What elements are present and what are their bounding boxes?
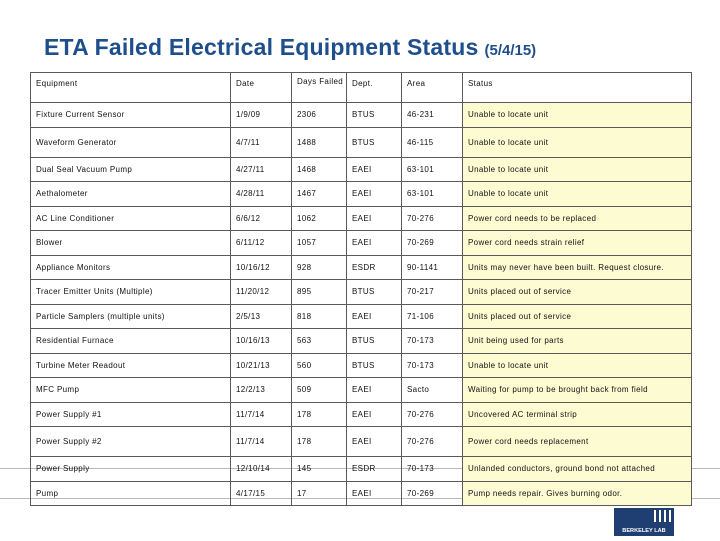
table-row: [31, 329, 692, 354]
cell-area: 70-269: [402, 231, 463, 256]
table-row: [31, 157, 692, 182]
cell-equipment: Power Supply #2: [31, 427, 231, 457]
cell-equipment: Appliance Monitors: [31, 255, 231, 280]
title-date: (5/4/15): [484, 42, 537, 59]
cell-days-failed: 563: [292, 329, 347, 354]
cell-dept: EAEI: [347, 304, 402, 329]
cell-date: 4/28/11: [231, 182, 292, 207]
cell-status: Unable to locate unit: [463, 127, 692, 157]
cell-date: 11/7/14: [231, 427, 292, 457]
cell-days-failed: 895: [292, 280, 347, 305]
slide-title: [44, 34, 536, 61]
cell-area: 70-173: [402, 457, 463, 482]
table-row: [31, 182, 692, 207]
berkeley-lab-logo-icon: [614, 508, 674, 536]
cell-area: 71-106: [402, 304, 463, 329]
cell-dept: BTUS: [347, 329, 402, 354]
cell-days-failed: 178: [292, 402, 347, 427]
cell-dept: EAEI: [347, 427, 402, 457]
cell-date: 2/5/13: [231, 304, 292, 329]
header-equipment: Equipment: [31, 73, 231, 103]
table-row: [31, 457, 692, 482]
cell-days-failed: 1062: [292, 206, 347, 231]
cell-status: Uncovered AC terminal strip: [463, 402, 692, 427]
header-area: Area: [402, 73, 463, 103]
cell-days-failed: 17: [292, 481, 347, 506]
cell-area: 70-173: [402, 353, 463, 378]
cell-equipment: Tracer Emitter Units (Multiple): [31, 280, 231, 305]
cell-area: Sacto: [402, 378, 463, 403]
cell-date: 6/11/12: [231, 231, 292, 256]
cell-days-failed: 560: [292, 353, 347, 378]
table-row: [31, 127, 692, 157]
cell-status: Units placed out of service: [463, 304, 692, 329]
cell-date: 12/2/13: [231, 378, 292, 403]
cell-equipment: Residential Furnace: [31, 329, 231, 354]
cell-dept: EAEI: [347, 157, 402, 182]
cell-date: 10/21/13: [231, 353, 292, 378]
cell-days-failed: 928: [292, 255, 347, 280]
table-row: [31, 378, 692, 403]
cell-date: 4/27/11: [231, 157, 292, 182]
equipment-status-table-wrapper: [30, 72, 691, 506]
cell-area: 63-101: [402, 157, 463, 182]
cell-dept: EAEI: [347, 402, 402, 427]
cell-days-failed: 1488: [292, 127, 347, 157]
header-dept: Dept.: [347, 73, 402, 103]
cell-status: Power cord needs strain relief: [463, 231, 692, 256]
cell-status: Unit being used for parts: [463, 329, 692, 354]
cell-date: 10/16/13: [231, 329, 292, 354]
table-row: [31, 103, 692, 128]
cell-equipment: Particle Samplers (multiple units): [31, 304, 231, 329]
cell-status: Power cord needs to be replaced: [463, 206, 692, 231]
cell-equipment: Blower: [31, 231, 231, 256]
table-row: [31, 206, 692, 231]
cell-days-failed: 178: [292, 427, 347, 457]
header-status: Status: [463, 73, 692, 103]
cell-area: 70-276: [402, 402, 463, 427]
cell-days-failed: 1468: [292, 157, 347, 182]
cell-equipment: Power Supply: [31, 457, 231, 482]
cell-equipment: AC Line Conditioner: [31, 206, 231, 231]
equipment-status-table: [30, 72, 692, 506]
table-row: [31, 280, 692, 305]
cell-equipment: Dual Seal Vacuum Pump: [31, 157, 231, 182]
cell-area: 70-276: [402, 427, 463, 457]
cell-date: 4/17/15: [231, 481, 292, 506]
table-row: [31, 481, 692, 506]
cell-status: Unlanded conductors, ground bond not attached: [463, 457, 692, 482]
cell-date: 12/10/14: [231, 457, 292, 482]
cell-status: Unable to locate unit: [463, 353, 692, 378]
cell-area: 70-276: [402, 206, 463, 231]
cell-status: Power cord needs replacement: [463, 427, 692, 457]
cell-days-failed: 2306: [292, 103, 347, 128]
cell-date: 11/7/14: [231, 402, 292, 427]
cell-status: Unable to locate unit: [463, 103, 692, 128]
cell-area: 46-115: [402, 127, 463, 157]
table-row: [31, 304, 692, 329]
cell-dept: EAEI: [347, 231, 402, 256]
cell-area: 70-269: [402, 481, 463, 506]
header-date: Date: [231, 73, 292, 103]
cell-dept: ESDR: [347, 255, 402, 280]
cell-status: Units placed out of service: [463, 280, 692, 305]
cell-equipment: Power Supply #1: [31, 402, 231, 427]
cell-status: Pump needs repair. Gives burning odor.: [463, 481, 692, 506]
cell-days-failed: 509: [292, 378, 347, 403]
cell-dept: BTUS: [347, 353, 402, 378]
berkeley-lab-logo: [614, 508, 674, 536]
cell-dept: BTUS: [347, 127, 402, 157]
cell-days-failed: 1467: [292, 182, 347, 207]
table-row: [31, 231, 692, 256]
cell-days-failed: 145: [292, 457, 347, 482]
cell-equipment: Fixture Current Sensor: [31, 103, 231, 128]
cell-date: 6/6/12: [231, 206, 292, 231]
cell-status: Unable to locate unit: [463, 157, 692, 182]
cell-dept: EAEI: [347, 182, 402, 207]
cell-dept: EAEI: [347, 378, 402, 403]
cell-area: 46-231: [402, 103, 463, 128]
table-row: [31, 353, 692, 378]
table-row: [31, 255, 692, 280]
cell-area: 90-1141: [402, 255, 463, 280]
cell-area: 70-217: [402, 280, 463, 305]
cell-date: 4/7/11: [231, 127, 292, 157]
cell-area: 70-173: [402, 329, 463, 354]
cell-date: 10/16/12: [231, 255, 292, 280]
cell-days-failed: 818: [292, 304, 347, 329]
cell-status: Waiting for pump to be brought back from field: [463, 378, 692, 403]
cell-equipment: Pump: [31, 481, 231, 506]
cell-date: 1/9/09: [231, 103, 292, 128]
cell-date: 11/20/12: [231, 280, 292, 305]
cell-equipment: Aethalometer: [31, 182, 231, 207]
cell-dept: ESDR: [347, 457, 402, 482]
cell-status: Units may never have been built. Request closure.: [463, 255, 692, 280]
cell-area: 63-101: [402, 182, 463, 207]
cell-dept: BTUS: [347, 103, 402, 128]
cell-status: Unable to locate unit: [463, 182, 692, 207]
table-row: [31, 427, 692, 457]
title-text: ETA Failed Electrical Equipment Status: [44, 34, 479, 60]
logo-text: BERKELEY LAB: [622, 528, 666, 534]
table-row: [31, 402, 692, 427]
cell-equipment: MFC Pump: [31, 378, 231, 403]
header-days-failed: Days Failed: [292, 73, 347, 103]
cell-dept: EAEI: [347, 481, 402, 506]
cell-equipment: Waveform Generator: [31, 127, 231, 157]
cell-days-failed: 1057: [292, 231, 347, 256]
table-header-row: [31, 73, 692, 103]
cell-dept: BTUS: [347, 280, 402, 305]
cell-equipment: Turbine Meter Readout: [31, 353, 231, 378]
cell-dept: EAEI: [347, 206, 402, 231]
